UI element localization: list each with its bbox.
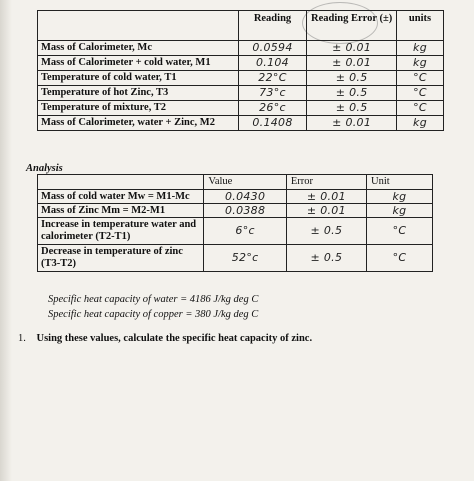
analysis-unit: kg (366, 190, 432, 204)
row-label: Temperature of mixture, T2 (38, 101, 239, 116)
analysis-value: 6°c (204, 218, 286, 245)
reading-unit: °C (397, 101, 444, 116)
analysis-error: ± 0.01 (286, 204, 366, 218)
reading-error: ± 0.5 (307, 86, 397, 101)
table-row (38, 116, 444, 131)
table-row (38, 204, 433, 218)
analysis-unit: °C (366, 218, 432, 245)
readings-header-row (38, 11, 444, 41)
reading-value: 26°c (238, 101, 307, 116)
reading-error: ± 0.5 (307, 71, 397, 86)
readings-table (37, 10, 444, 131)
analysis-value: 0.0388 (204, 204, 286, 218)
readings-header-error: Reading Error (±) (307, 11, 397, 41)
row-label: Increase in temperature water and calorimeter (T2-T1) (38, 218, 204, 245)
question-1 (18, 333, 312, 344)
reading-value: 22°C (238, 71, 307, 86)
reading-value: 0.104 (238, 56, 307, 71)
table-row (38, 245, 433, 272)
table-row (38, 86, 444, 101)
row-label: Mass of Zinc Mm = M2-M1 (38, 204, 204, 218)
reading-unit: °C (397, 71, 444, 86)
analysis-header-error: Error (286, 175, 366, 190)
row-label: Temperature of hot Zinc, T3 (38, 86, 239, 101)
reading-unit: kg (397, 116, 444, 131)
analysis-error: ± 0.5 (286, 245, 366, 272)
analysis-heading: Analysis (26, 163, 63, 174)
row-label: Decrease in temperature of zinc (T3-T2) (38, 245, 204, 272)
reading-value: 0.0594 (238, 41, 307, 56)
analysis-header-row (38, 175, 433, 190)
analysis-error: ± 0.5 (286, 218, 366, 245)
question-text: Using these values, calculate the specific heat capacity of zinc. (36, 333, 313, 344)
reading-unit: kg (397, 41, 444, 56)
reading-unit: kg (397, 56, 444, 71)
reading-unit: °C (397, 86, 444, 101)
table-row (38, 101, 444, 116)
analysis-value: 52°c (204, 245, 286, 272)
readings-header-reading: Reading (238, 11, 307, 41)
analysis-table (37, 174, 433, 272)
page-edge-shadow (0, 0, 12, 481)
table-row (38, 56, 444, 71)
analysis-value: 0.0430 (204, 190, 286, 204)
reading-value: 0.1408 (238, 116, 307, 131)
water-heat-capacity-note: Specific heat capacity of water = 4186 J/kg deg C (48, 294, 259, 305)
analysis-header-label (38, 175, 204, 190)
row-label: Mass of Calorimeter, Mc (38, 41, 239, 56)
analysis-unit: °C (366, 245, 432, 272)
reading-error: ± 0.01 (307, 56, 397, 71)
question-number: 1. (18, 333, 26, 344)
row-label: Mass of cold water Mw = M1-Mc (38, 190, 204, 204)
table-row (38, 190, 433, 204)
row-label: Mass of Calorimeter + cold water, M1 (38, 56, 239, 71)
analysis-unit: kg (366, 204, 432, 218)
analysis-header-value: Value (204, 175, 286, 190)
reading-error: ± 0.01 (307, 41, 397, 56)
readings-header-label (38, 11, 239, 41)
analysis-header-unit: Unit (366, 175, 432, 190)
copper-heat-capacity-note: Specific heat capacity of copper = 380 J/kg deg C (48, 309, 259, 320)
reading-error: ± 0.01 (307, 116, 397, 131)
table-row (38, 218, 433, 245)
row-label: Mass of Calorimeter, water + Zinc, M2 (38, 116, 239, 131)
readings-header-units: units (397, 11, 444, 41)
reading-error: ± 0.5 (307, 101, 397, 116)
reading-value: 73°c (238, 86, 307, 101)
row-label: Temperature of cold water, T1 (38, 71, 239, 86)
table-row (38, 71, 444, 86)
analysis-error: ± 0.01 (286, 190, 366, 204)
table-row (38, 41, 444, 56)
